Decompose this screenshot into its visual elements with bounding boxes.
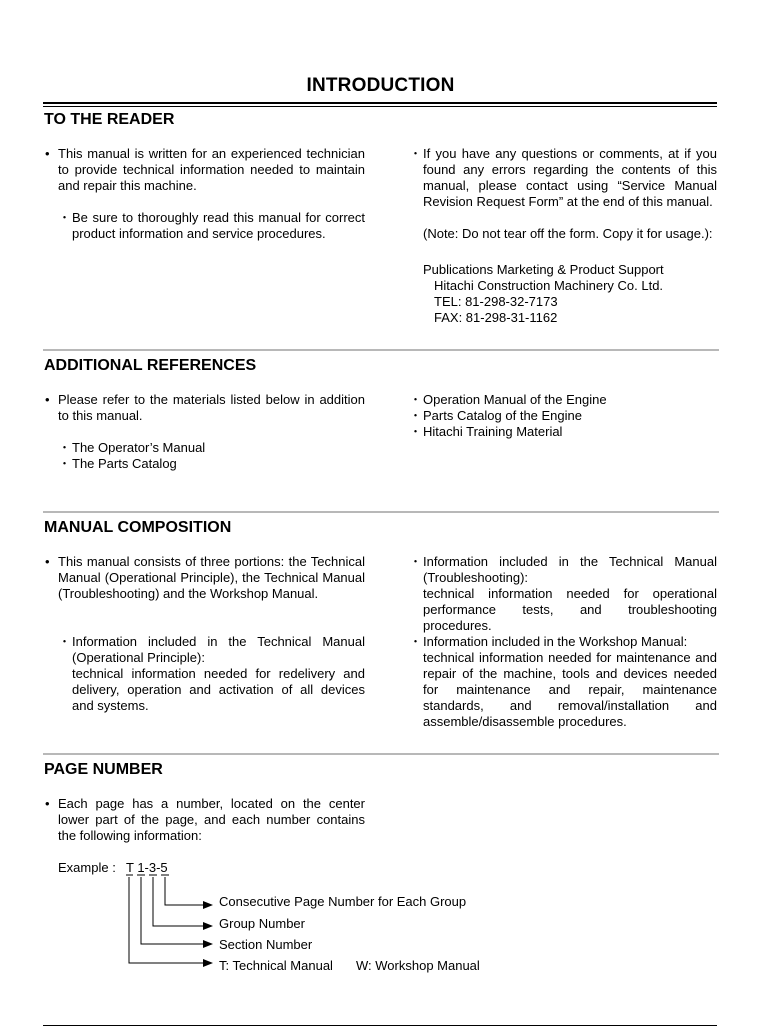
contact-tel: TEL: 81-298-32-7173 (434, 294, 558, 309)
section-heading-page-number: PAGE NUMBER (44, 761, 163, 778)
connector-group (153, 877, 205, 926)
section-heading-composition: MANUAL COMPOSITION (44, 519, 232, 536)
arrow-group-icon (203, 922, 213, 930)
label-group: Group Number (219, 916, 305, 931)
bullet-small: ・ (409, 146, 423, 161)
reader-item-read-thoroughly: Be sure to thoroughly read this manual for correct product information and service procedures. (72, 210, 365, 241)
bullet-dot: • (45, 146, 50, 161)
references-intro: Please refer to the materials listed below in addition to this manual. (58, 392, 365, 423)
reader-note: (Note: Do not tear off the form. Copy it for usage.): (423, 226, 713, 241)
arrow-section-icon (203, 940, 213, 948)
contact-fax: FAX: 81-298-31-1162 (434, 310, 558, 325)
bullet-small: ・ (409, 424, 423, 439)
contact-dept: Publications Marketing & Product Support (423, 262, 664, 277)
bullet-small: ・ (58, 456, 72, 471)
composition-workshop-desc: technical information needed for maintenance and repair of the machine, tools and devices needed for maintenance and repair, maintenance standards, and removal/installation and assemble/disassemble procedures. (423, 650, 717, 729)
bullet-small: ・ (58, 634, 72, 649)
contact-company: Hitachi Construction Machinery Co. Ltd. (434, 278, 664, 293)
reference-training-material: Hitachi Training Material (423, 424, 563, 439)
composition-intro: This manual consists of three portions: the Technical Manual (Operational Principle), the Technical Manual (Troubleshooting) and the Workshop Manual. (58, 554, 365, 601)
section-heading-references: ADDITIONAL REFERENCES (44, 357, 257, 374)
composition-troubleshooting-desc: technical information needed for operational performance tests, and troubleshooting procedures. (423, 586, 717, 633)
section-heading-reader: TO THE READER (44, 111, 175, 128)
reference-engine-operation: Operation Manual of the Engine (423, 392, 607, 407)
example-label: Example : (58, 860, 116, 875)
reference-operators-manual: The Operator’s Manual (72, 440, 206, 455)
connector-consecutive (165, 877, 205, 905)
composition-troubleshooting-title: Information included in the Technical Manual (Troubleshooting): (423, 554, 717, 585)
bullet-small: ・ (409, 634, 423, 649)
label-section: Section Number (219, 937, 313, 952)
bullet-small: ・ (409, 554, 423, 569)
label-consecutive: Consecutive Page Number for Each Group (219, 894, 467, 909)
composition-operational-desc: technical information needed for redelivery and delivery, operation and activation of all devices and systems. (72, 666, 365, 713)
page-number-intro: Each page has a number, located on the center lower part of the page, and each number contains the following information: (58, 796, 365, 843)
bullet-small: ・ (409, 408, 423, 423)
page-title: INTRODUCTION (306, 75, 455, 96)
arrow-manual-type-icon (203, 959, 213, 967)
label-technical: T: Technical Manual (219, 958, 333, 973)
bullet-small: ・ (409, 392, 423, 407)
reader-item-questions: If you have any questions or comments, at if you found any errors regarding the contents of this manual, please contact using “Service Manual Revision Request Form” at the end of this manual. (423, 146, 717, 209)
bullet-small: ・ (58, 440, 72, 455)
reference-parts-catalog: The Parts Catalog (72, 456, 177, 471)
reference-engine-parts: Parts Catalog of the Engine (423, 408, 582, 423)
arrow-consecutive-icon (203, 901, 213, 909)
connector-section (141, 877, 205, 944)
composition-workshop-title: Information included in the Workshop Manual: (423, 634, 688, 649)
reader-item-experienced: This manual is written for an experienced technician to provide technical information needed to maintain and repair this machine. (58, 146, 365, 193)
bullet-dot: • (45, 392, 50, 407)
example-code: T 1-3-5 (126, 860, 168, 875)
composition-operational-title: Information included in the Technical Manual (Operational Principle): (72, 634, 365, 665)
bullet-dot: • (45, 796, 50, 811)
footer-rule (43, 1025, 717, 1026)
label-workshop: W: Workshop Manual (356, 958, 480, 973)
bullet-dot: • (45, 554, 50, 569)
bullet-small: ・ (58, 210, 72, 225)
connector-manual-type (129, 877, 205, 963)
